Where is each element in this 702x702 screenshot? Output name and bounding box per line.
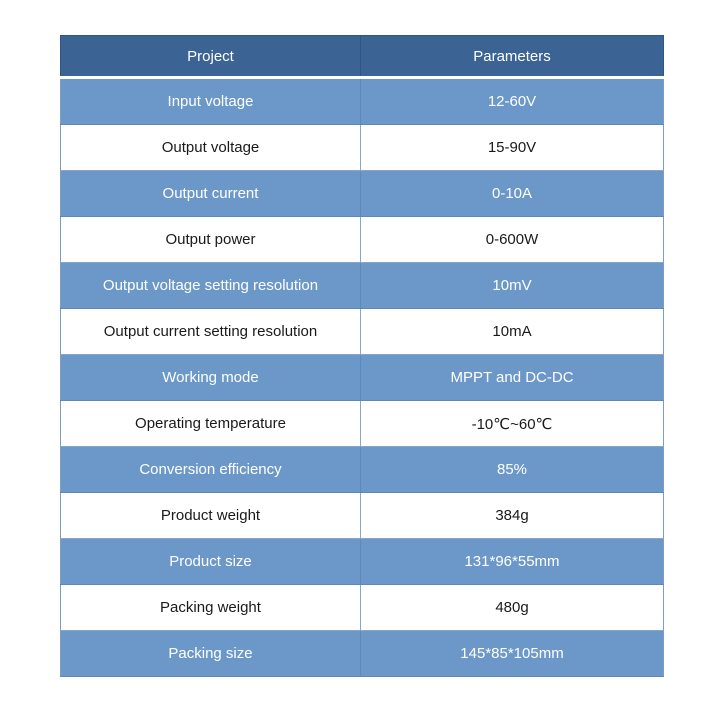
- table-row: [61, 539, 664, 585]
- row-label: Conversion efficiency: [61, 447, 361, 493]
- spec-table: [60, 35, 664, 677]
- table-row: [61, 401, 664, 447]
- row-label: Output current: [61, 171, 361, 217]
- table-row: [61, 585, 664, 631]
- row-value: 145*85*105mm: [361, 631, 664, 677]
- table-row: [61, 309, 664, 355]
- table-row: [61, 631, 664, 677]
- table-row: [61, 447, 664, 493]
- table-body: [61, 78, 664, 677]
- row-label: Product weight: [61, 493, 361, 539]
- row-label: Output voltage: [61, 125, 361, 171]
- row-value: MPPT and DC-DC: [361, 355, 664, 401]
- table-header: [61, 36, 664, 78]
- row-value: 10mV: [361, 263, 664, 309]
- row-label: Operating temperature: [61, 401, 361, 447]
- table-row: [61, 171, 664, 217]
- table-row: [61, 493, 664, 539]
- header-project: Project: [61, 36, 361, 78]
- row-label: Output power: [61, 217, 361, 263]
- row-value: 480g: [361, 585, 664, 631]
- row-label: Packing weight: [61, 585, 361, 631]
- row-label: Output voltage setting resolution: [61, 263, 361, 309]
- row-value: 0-600W: [361, 217, 664, 263]
- table-row: [61, 217, 664, 263]
- row-label: Product size: [61, 539, 361, 585]
- table-row: [61, 263, 664, 309]
- row-label: Output current setting resolution: [61, 309, 361, 355]
- row-value: 131*96*55mm: [361, 539, 664, 585]
- table-row: [61, 125, 664, 171]
- row-value: 10mA: [361, 309, 664, 355]
- row-label: Input voltage: [61, 78, 361, 125]
- table-row: [61, 355, 664, 401]
- row-label: Working mode: [61, 355, 361, 401]
- row-value: 12-60V: [361, 78, 664, 125]
- row-value: 15-90V: [361, 125, 664, 171]
- header-parameters: Parameters: [361, 36, 664, 78]
- row-value: 85%: [361, 447, 664, 493]
- row-value: 0-10A: [361, 171, 664, 217]
- table-row: [61, 78, 664, 125]
- row-label: Packing size: [61, 631, 361, 677]
- row-value: 384g: [361, 493, 664, 539]
- row-value: -10℃~60℃: [361, 401, 664, 447]
- header-row: [61, 36, 664, 78]
